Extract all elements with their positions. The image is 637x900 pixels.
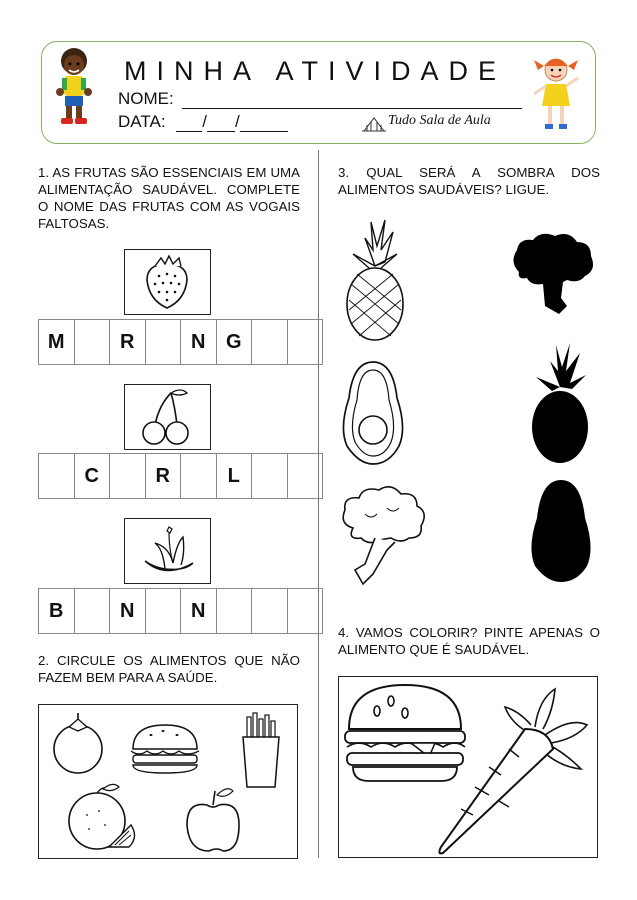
girl-illustration bbox=[530, 54, 582, 134]
question-3-text: 3. QUAL SERÁ A SOMBRA DOS ALIMENTOS SAUDÁVEIS? LIGUE. bbox=[338, 165, 600, 197]
tomato-icon[interactable] bbox=[54, 713, 102, 773]
name-label: NOME: bbox=[118, 89, 174, 108]
fruit-image-box bbox=[124, 384, 211, 450]
letter-cell[interactable]: G bbox=[216, 319, 253, 365]
name-line[interactable] bbox=[182, 94, 522, 109]
avocado-icon[interactable] bbox=[335, 358, 411, 466]
date-separator: / bbox=[202, 112, 208, 131]
date-field[interactable] bbox=[118, 112, 288, 132]
hamburger-icon[interactable] bbox=[131, 725, 199, 773]
letter-cell[interactable] bbox=[145, 319, 182, 365]
cherries-icon bbox=[125, 385, 210, 449]
letter-cell[interactable] bbox=[38, 453, 75, 499]
hamburger-icon[interactable] bbox=[345, 685, 465, 781]
column-divider bbox=[318, 150, 319, 858]
question-4-image-frame bbox=[338, 676, 598, 858]
letter-cell[interactable] bbox=[74, 319, 111, 365]
date-day-line[interactable] bbox=[176, 117, 202, 132]
broccoli-shadow-icon[interactable] bbox=[509, 232, 595, 318]
letter-cell[interactable]: N bbox=[180, 319, 217, 365]
fries-icon[interactable] bbox=[243, 713, 279, 787]
letter-cell[interactable]: B bbox=[38, 588, 75, 634]
letter-cell[interactable]: N bbox=[180, 588, 217, 634]
banana-icon bbox=[125, 519, 210, 583]
q2-illustrations bbox=[39, 705, 297, 858]
question-4-text: 4. VAMOS COLORIR? PINTE APENAS O ALIMENTO QUE É SAUDÁVEL. bbox=[338, 625, 600, 657]
word-row-3 bbox=[38, 588, 323, 634]
letter-cell[interactable]: N bbox=[109, 588, 146, 634]
letter-cell[interactable]: R bbox=[109, 319, 146, 365]
letter-cell[interactable] bbox=[287, 319, 324, 365]
date-month-line[interactable] bbox=[207, 117, 235, 132]
q4-illustrations bbox=[339, 677, 597, 857]
avocado-shadow-icon[interactable] bbox=[525, 478, 597, 584]
broccoli-icon[interactable] bbox=[335, 484, 431, 588]
word-row-1 bbox=[38, 319, 323, 365]
letter-cell[interactable]: C bbox=[74, 453, 111, 499]
name-field[interactable] bbox=[118, 89, 522, 109]
letter-cell[interactable] bbox=[180, 453, 217, 499]
fruit-image-box bbox=[124, 249, 211, 315]
letter-cell[interactable] bbox=[251, 319, 288, 365]
date-separator: / bbox=[235, 112, 240, 131]
date-label: DATA: bbox=[118, 112, 166, 131]
worksheet-title: MINHA ATIVIDADE bbox=[124, 56, 507, 86]
strawberry-icon bbox=[125, 250, 210, 314]
letter-cell[interactable] bbox=[251, 453, 288, 499]
word-row-2 bbox=[38, 453, 323, 499]
letter-cell[interactable] bbox=[145, 588, 182, 634]
pineapple-icon[interactable] bbox=[335, 218, 415, 344]
school-building-icon bbox=[362, 114, 386, 132]
letter-cell[interactable] bbox=[287, 453, 324, 499]
letter-cell[interactable] bbox=[287, 588, 324, 634]
question-2-text: 2. CIRCULE OS ALIMENTOS QUE NÃO FAZEM BEM PARA A SAÚDE. bbox=[38, 653, 300, 685]
date-year-line[interactable] bbox=[240, 117, 288, 132]
question-2-image-frame bbox=[38, 704, 298, 859]
orange-icon[interactable] bbox=[69, 784, 135, 849]
question-1-text: 1. AS FRUTAS SÃO ESSENCIAIS EM UMA ALIMENTAÇÃO SAUDÁVEL. COMPLETE O NOME DAS FRUTAS COM AS VOGAIS FALTOSAS. bbox=[38, 165, 300, 231]
letter-cell[interactable] bbox=[74, 588, 111, 634]
letter-cell[interactable]: R bbox=[145, 453, 182, 499]
fruit-image-box bbox=[124, 518, 211, 584]
letter-cell[interactable]: L bbox=[216, 453, 253, 499]
letter-cell[interactable] bbox=[216, 588, 253, 634]
apple-icon[interactable] bbox=[187, 789, 239, 851]
brand-text: Tudo Sala de Aula bbox=[388, 113, 491, 128]
carrot-icon[interactable] bbox=[439, 689, 587, 853]
letter-cell[interactable] bbox=[109, 453, 146, 499]
boy-illustration bbox=[52, 46, 96, 126]
letter-cell[interactable]: M bbox=[38, 319, 75, 365]
letter-cell[interactable] bbox=[251, 588, 288, 634]
pineapple-shadow-icon[interactable] bbox=[528, 343, 592, 465]
